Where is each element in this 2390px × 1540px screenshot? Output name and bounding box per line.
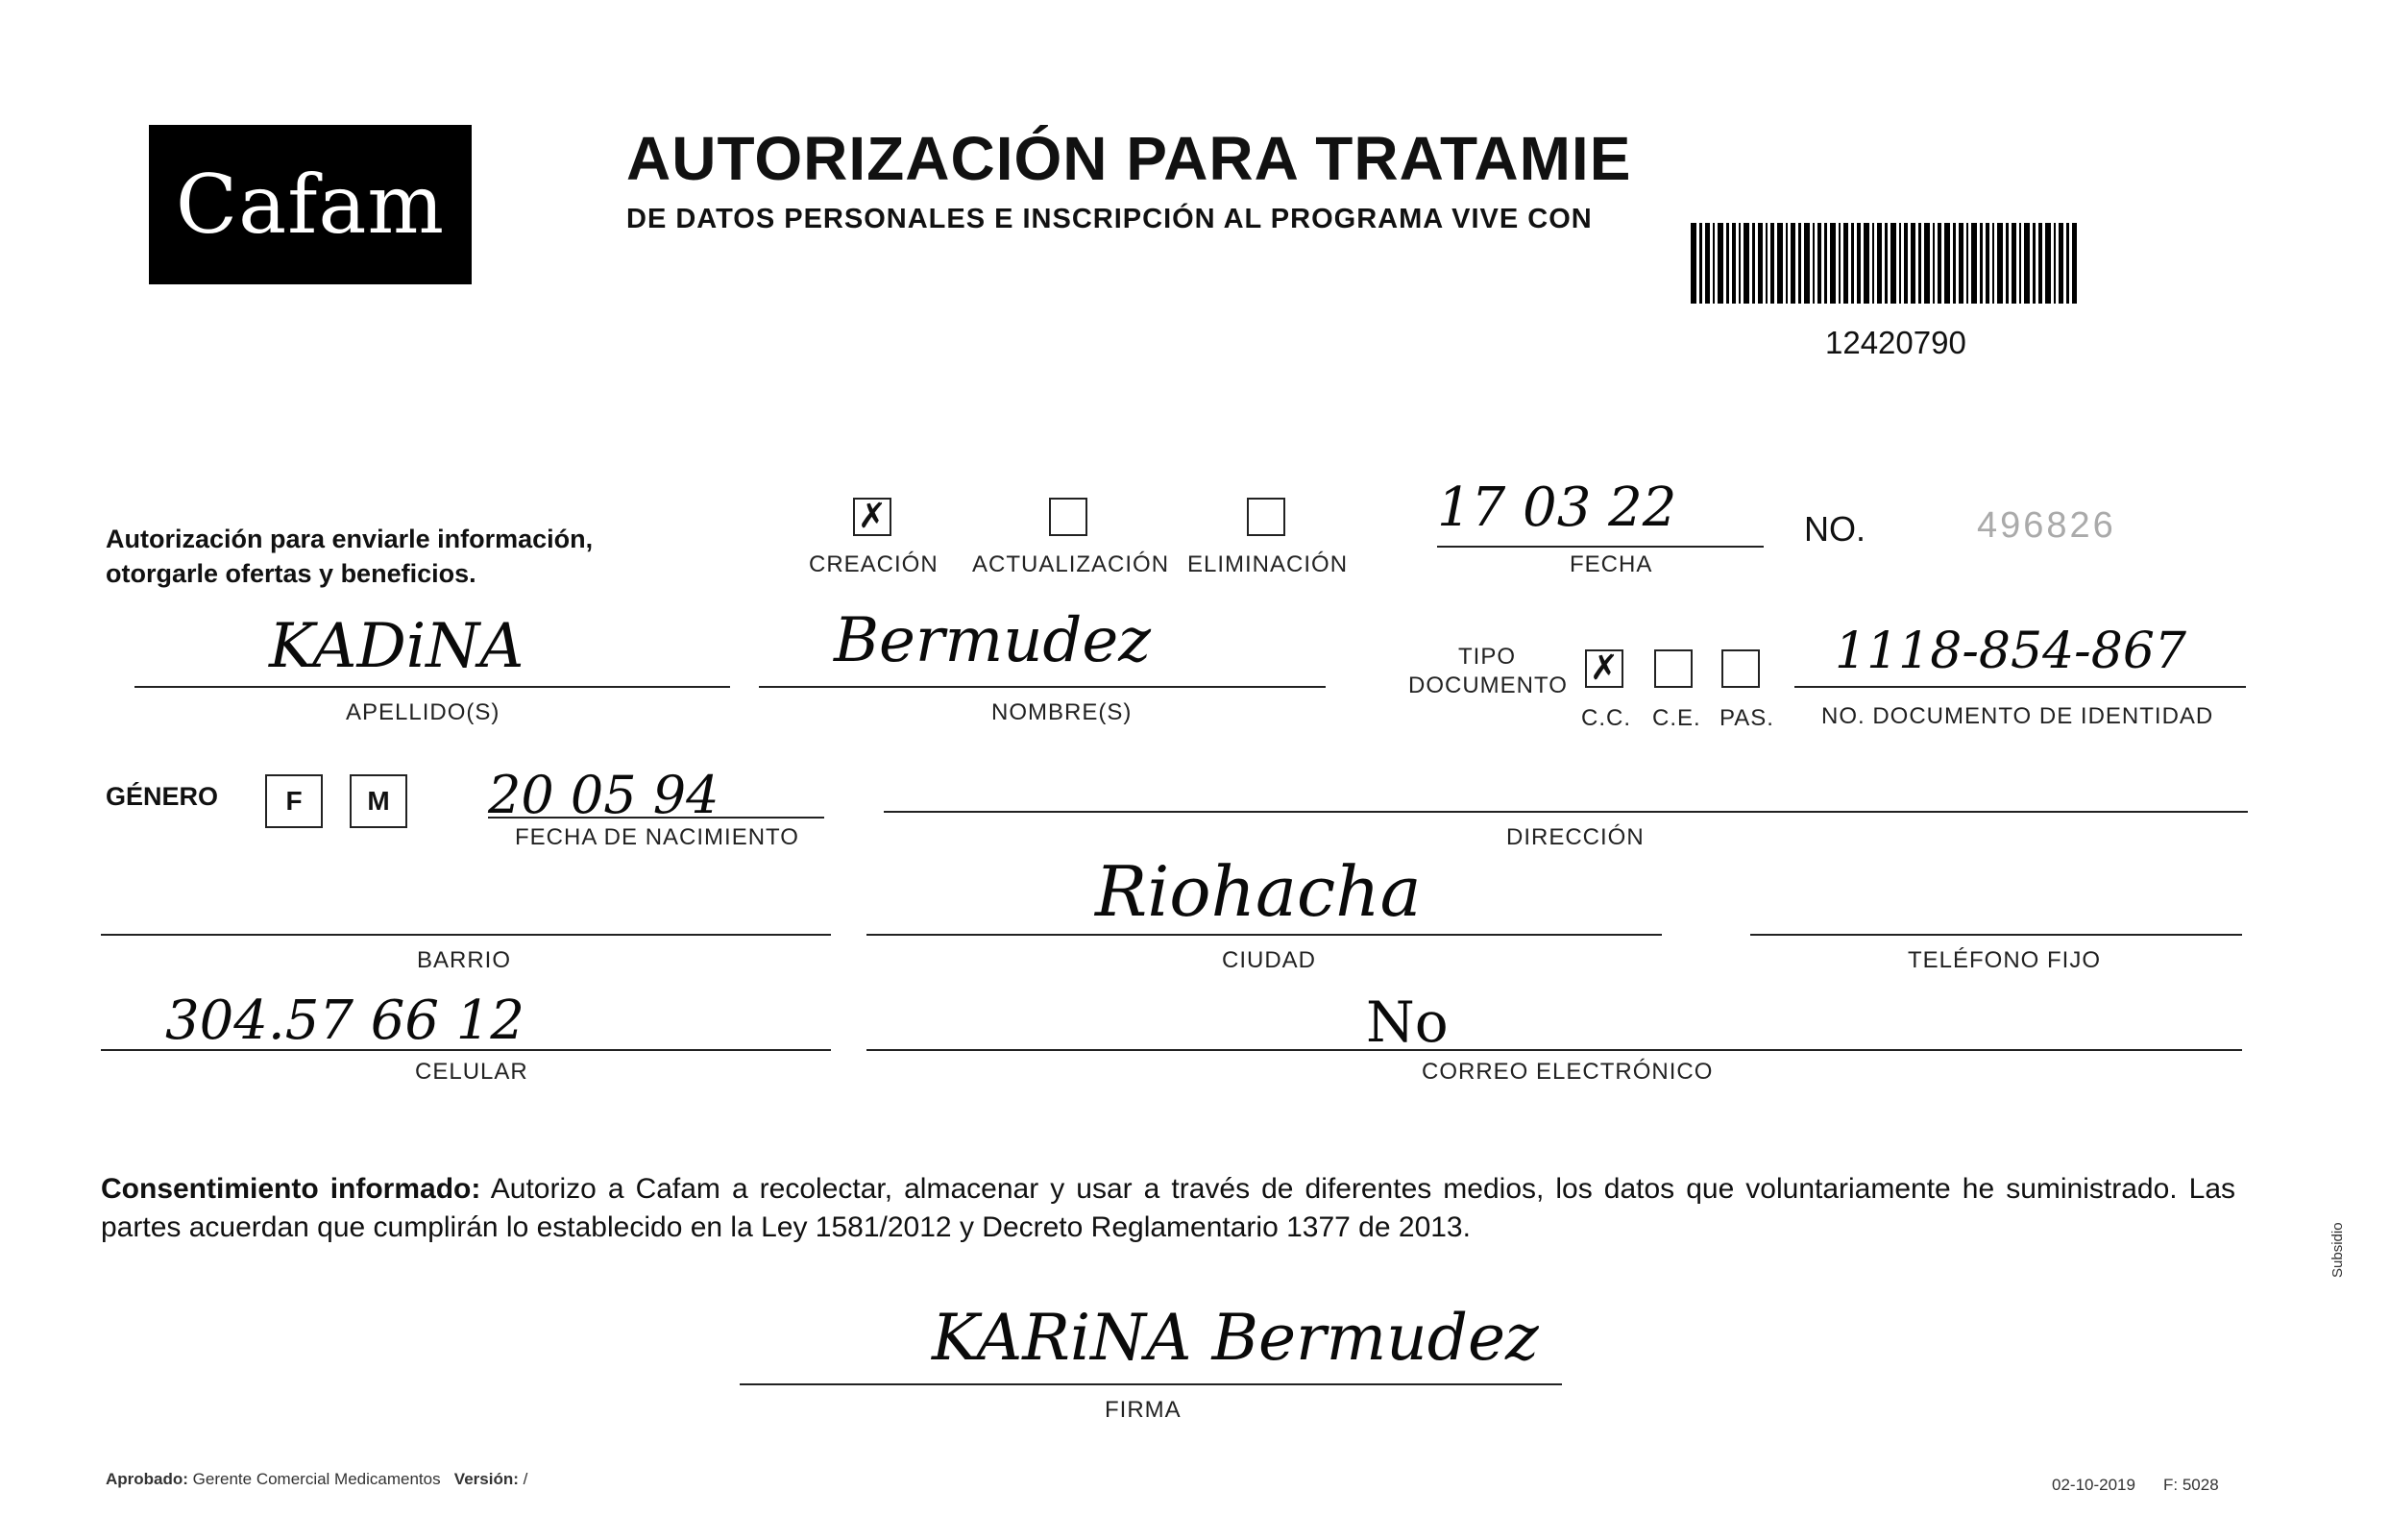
direccion-label: DIRECCIÓN [1506,824,1645,850]
numero-label: NO. [1804,509,1866,549]
genero-f-text: F [285,786,303,816]
footer-date: 02-10-2019 [2052,1476,2135,1494]
genero-m-box[interactable] [350,774,407,828]
celular-line [101,1049,831,1051]
consent-paragraph [101,1170,2235,1247]
barcode [1691,223,2077,304]
checkbox-pas[interactable] [1721,649,1760,688]
apellidos-label: APELLIDO(S) [346,699,500,725]
label-eliminacion: ELIMINACIÓN [1187,551,1349,577]
apellidos-line [134,686,730,688]
celular-value[interactable]: 304.57 66 12 [165,990,525,1052]
tipo-doc-label-1: TIPO [1458,644,1517,670]
label-cc: C.C. [1581,705,1631,731]
side-text: Subsidio [2329,1222,2346,1278]
direccion-line[interactable] [884,811,2248,813]
label-actualizacion: ACTUALIZACIÓN [972,551,1170,577]
barrio-line[interactable] [101,934,831,936]
label-creacion: CREACIÓN [809,551,939,577]
aprobado-value: Gerente Comercial Medicamentos [192,1470,441,1488]
footer-form-code: F: 5028 [2163,1476,2219,1494]
documento-line [1794,686,2246,688]
documento-label: NO. DOCUMENTO DE IDENTIDAD [1821,703,2214,729]
telefono-line[interactable] [1750,934,2242,936]
fecha-line [1437,546,1764,548]
intro-line-2: otorgarle ofertas y beneficios. [106,559,476,588]
footer-aprobado [106,1470,527,1489]
documento-value[interactable]: 1118-854-867 [1835,623,2186,680]
consent-text: Autorizo a Cafam a recolectar, almacenar y usar a través de diferentes medios, los datos que voluntariamente he suministrado. Las partes acuerdan que cumplirán lo establecido en la Ley 1581/2012 y Decreto Reglamentario 1377 de 2013. [101,1173,2235,1243]
barcode-number: 12420790 [1825,325,1966,360]
aprobado-label: Aprobado: [106,1470,188,1488]
nombres-value[interactable]: Bermudez [834,605,1151,676]
label-pas: PAS. [1719,705,1774,731]
genero-m-text: M [367,786,390,816]
cafam-logo [149,125,472,284]
checkbox-creacion[interactable] [853,498,891,536]
ciudad-label: CIUDAD [1222,947,1317,973]
intro-line-1: Autorización para enviarle información, [106,525,594,553]
checkbox-actualizacion[interactable] [1049,498,1087,536]
barrio-label: BARRIO [417,947,512,973]
version-value: / [523,1470,528,1488]
form-subtitle: DE DATOS PERSONALES E INSCRIPCIÓN AL PROGRAMA VIVE CON [626,204,1593,234]
fecha-nacimiento-line [488,817,824,819]
checkbox-cc[interactable] [1585,649,1623,688]
consent-lead: Consentimiento informado: [101,1173,481,1205]
telefono-label: TELÉFONO FIJO [1908,947,2102,973]
genero-f-box[interactable] [265,774,323,828]
fecha-value[interactable]: 17 03 22 [1437,477,1677,539]
correo-value[interactable]: No [1366,990,1449,1055]
check-mark-icon: ✗ [857,497,888,536]
correo-line [866,1049,2242,1051]
tipo-doc-label-2: DOCUMENTO [1408,672,1568,698]
apellidos-value[interactable]: KADiNA [269,611,524,682]
form-title: AUTORIZACIÓN PARA TRATAMIE [626,124,1632,193]
nombres-line [759,686,1326,688]
firma-value[interactable]: KARiNA Bermudez [932,1301,1539,1375]
ciudad-line [866,934,1662,936]
fecha-nacimiento-label: FECHA DE NACIMIENTO [515,824,799,850]
fecha-nacimiento-value[interactable]: 20 05 94 [488,765,719,825]
logo-text: Cafam [175,158,446,252]
ciudad-value[interactable]: Riohacha [1095,851,1422,932]
checkbox-eliminacion[interactable] [1247,498,1285,536]
checkbox-ce[interactable] [1654,649,1693,688]
nombres-label: NOMBRE(S) [991,699,1133,725]
correo-label: CORREO ELECTRÓNICO [1422,1059,1714,1085]
numero-value: 496826 [1977,505,2116,546]
label-ce: C.E. [1652,705,1701,731]
genero-label: GÉNERO [106,782,219,811]
celular-label: CELULAR [415,1059,528,1085]
firma-line [740,1383,1562,1385]
fecha-label: FECHA [1570,551,1653,577]
check-mark-icon: ✗ [1589,648,1620,688]
version-label: Versión: [453,1470,519,1488]
firma-label: FIRMA [1105,1397,1182,1423]
